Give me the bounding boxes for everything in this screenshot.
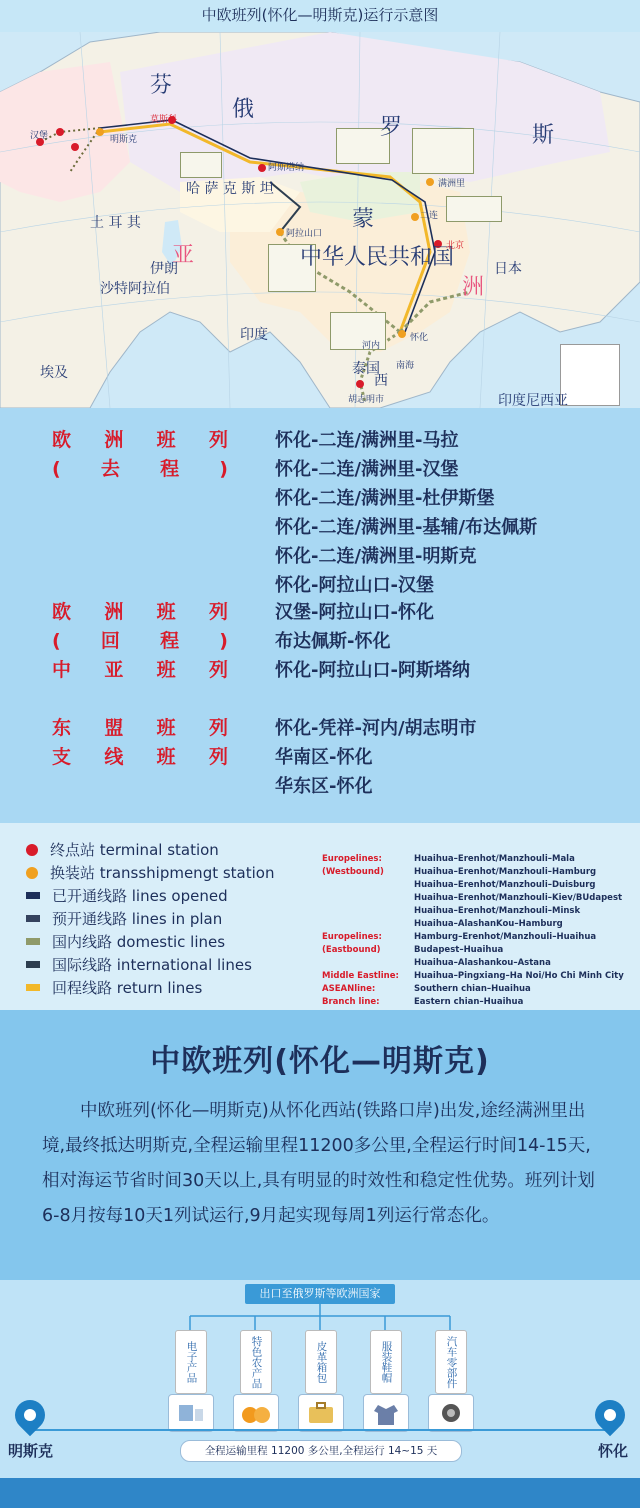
product-leather: 皮革箱包 [305, 1330, 337, 1394]
route-group-routes [275, 714, 477, 801]
legend-item: 换装站 transshipmengt station [26, 862, 274, 883]
destination-city: 明斯克 [8, 1442, 54, 1460]
map-label-erenhot: 二连 [420, 211, 439, 221]
route-item: 怀化-二连/满洲里-杜伊斯堡 [275, 488, 495, 509]
map-label-thailand: 泰国 [352, 361, 380, 377]
transshipment-station-icon [26, 867, 38, 879]
english-route-row: Huaihua–Erenhot/Manzhouli–Kiev/BUdapest [414, 893, 623, 903]
route-item: 怀化-凭祥-河内/胡志明市 [275, 718, 477, 739]
route-group-label: 东 盟 班 列 支 线 班 列 [52, 717, 228, 768]
map-label-asia: 洲 [462, 275, 485, 300]
english-route-row: Huaihua–AlashanKou–Hamburg [414, 919, 563, 929]
route-item: 布达佩斯-怀化 [275, 631, 391, 652]
map-label-kazakhstan: 哈 萨 克 斯 坦 [186, 181, 274, 197]
terminal-station-icon [26, 844, 38, 856]
english-route-row: Europelines: Huaihua–Erenhot/Manzhouli–Mala [322, 854, 575, 864]
map-label-finland: 芬 [150, 73, 173, 98]
map-label-huaihua: 怀化 [410, 333, 429, 343]
english-route-row: (Westbound) Huaihua–Erenhot/Manzhouli–Hamburg [322, 867, 597, 877]
route-item: 怀化-二连/满洲里-明斯克 [275, 546, 477, 567]
map-label-astana: 阿斯塔纳 [268, 163, 305, 173]
english-route-list [322, 853, 624, 1009]
route-list [0, 408, 640, 823]
legend-item: 国内线路 domestic lines [26, 931, 225, 952]
map-label-west: 西 [374, 373, 388, 389]
map-title: 中欧班列(怀化—明斯克)运行示意图 [0, 0, 640, 32]
product-apparel: 服装鞋帽 [370, 1330, 402, 1394]
line-planned-icon [26, 915, 40, 922]
map-label-alashankou: 阿拉山口 [286, 229, 323, 239]
map-label-hanoi: 河内 [362, 341, 381, 351]
route-item: 华南区-怀化 [275, 747, 373, 768]
legend-item: 回程线路 return lines [26, 977, 202, 998]
origin-city: 怀化 [598, 1442, 629, 1460]
route-item: 怀化-二连/满洲里-基辅/布达佩斯 [275, 517, 538, 538]
route-group-label: 欧 洲 班 列 ( 回 程 ) [52, 601, 228, 652]
map-label-russia: 俄 [232, 97, 255, 122]
map-label-japan: 日本 [494, 261, 522, 277]
english-route-row: Branch line: Eastern chian–Huaihua [322, 997, 524, 1007]
route-timeline [0, 1420, 640, 1440]
export-flow-header: 出口至俄罗斯等欧洲国家 [245, 1284, 395, 1304]
route-item: 怀化-二连/满洲里-汉堡 [275, 459, 459, 480]
route-item: 怀化-阿拉山口-汉堡 [275, 575, 434, 596]
map-label-russia: 罗 [380, 115, 403, 140]
legend-item: 已开通线路 lines opened [26, 885, 228, 906]
map-label-hamburg: 汉堡 [30, 131, 49, 141]
english-route-row: Europelines: Hamburg–Erenhot/Manzhouli–Huaihua [322, 932, 597, 942]
export-flow [0, 1280, 640, 1508]
english-route-row: Middle Eastline: Huaihua–Pingxiang–Ha Noi/Ho Chi Minh City [322, 971, 624, 981]
section-title: 中欧班列(怀化—明斯克) [150, 1044, 490, 1079]
route-group-routes [275, 426, 537, 600]
description-paragraph: 中欧班列(怀化—明斯克)从怀化西站(铁路口岸)出发,途经满洲里出境,最终抵达明斯克,全程运输里程11200多公里,全程运行时间14-15天,相对海运节省时间30天以上,具有明显的时效性和稳定性优势。班列计划6-8月按每10天1列试运行,9月起实现每周1列运行常态化。 [42, 1101, 595, 1226]
route-item: 汉堡-阿拉山口-怀化 [275, 602, 434, 623]
footer-band [0, 1478, 640, 1508]
english-route-row: ASEANline: Southern chian–Huaihua [322, 984, 531, 994]
map-label-turkey: 土 耳 其 [90, 215, 141, 231]
distance-badge: 全程运输里程 11200 多公里,全程运行 14~15 天 [180, 1440, 462, 1462]
map-label-iran: 伊朗 [150, 261, 178, 277]
map-label-china: 中华人民共和国 [300, 245, 455, 270]
map-label-indonesia: 印度尼西亚 [498, 393, 568, 408]
map-label-manzhouli: 满洲里 [438, 179, 466, 189]
domestic-line-icon [26, 938, 40, 945]
legend-item: 国际线路 international lines [26, 954, 252, 975]
map-info-box [180, 152, 222, 178]
map-legend [0, 823, 640, 1010]
english-route-row: (Eastbound) Budapest–Huaihua [322, 945, 504, 955]
product-agriculture: 特色农产品 [240, 1330, 272, 1394]
map-info-box [412, 128, 474, 174]
map-label-hcm: 胡志明市 [348, 395, 385, 405]
map-info-box [446, 196, 502, 222]
english-route-row: Huaihua–Erenhot/Manzhouli–Duisburg [414, 880, 596, 890]
map-label-saudi: 沙特阿拉伯 [100, 281, 170, 297]
route-item: 怀化-阿拉山口-阿斯塔纳 [275, 660, 470, 681]
english-route-row: Huaihua–Erenhot/Manzhouli–Minsk [414, 906, 581, 916]
map-label-moscow: 莫斯科 [150, 115, 178, 125]
map-inset-legend [560, 344, 620, 406]
map-label-russia: 斯 [532, 123, 555, 148]
return-line-icon [26, 984, 40, 991]
route-item: 怀化-二连/满洲里-马拉 [275, 430, 459, 451]
legend-item: 终点站 terminal station [26, 839, 219, 860]
map-label-egypt: 埃及 [40, 365, 68, 381]
map-label-beijing: 北京 [446, 241, 465, 251]
map-label-india: 印度 [240, 327, 268, 343]
map-label-minsk: 明斯克 [110, 135, 138, 145]
route-group-label: 中 亚 班 列 [52, 659, 228, 681]
map-label-mongolia: 蒙 [352, 207, 375, 232]
legend-item: 预开通线路 lines in plan [26, 908, 222, 929]
line-opened-icon [26, 892, 40, 899]
route-map [0, 32, 640, 408]
route-group-routes [275, 598, 434, 656]
map-label-south-china-sea: 南海 [396, 361, 415, 371]
product-auto-parts: 汽车零部件 [435, 1330, 467, 1394]
international-line-icon [26, 961, 40, 968]
route-item: 华东区-怀化 [275, 776, 373, 797]
description-section [0, 1010, 640, 1280]
english-route-row: Huaihua–Alashankou–Astana [414, 958, 551, 968]
product-electronics: 电子产品 [175, 1330, 207, 1394]
route-group-routes [275, 656, 470, 685]
map-label-asia: 亚 [172, 243, 195, 268]
route-group-label: 欧 洲 班 列 ( 去 程 ) [52, 429, 228, 480]
